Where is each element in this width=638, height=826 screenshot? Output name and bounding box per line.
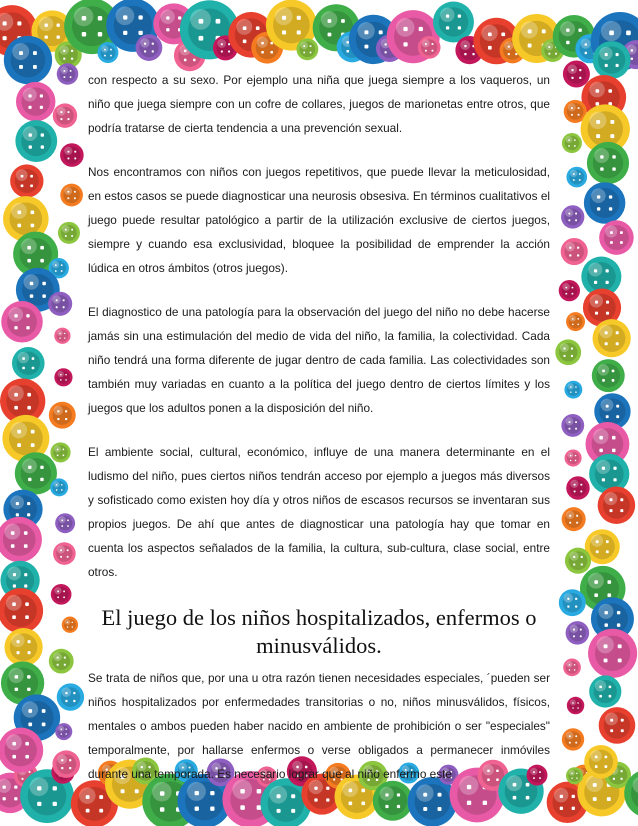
- button-icon: [60, 184, 83, 207]
- button-icon: [587, 142, 629, 184]
- button-icon: [563, 60, 590, 87]
- button-icon: [97, 42, 118, 63]
- button-icon: [49, 649, 74, 674]
- button-icon: [566, 767, 583, 784]
- button-icon: [136, 34, 163, 61]
- button-icon: [598, 486, 635, 523]
- button-icon: [599, 707, 636, 744]
- button-icon: [566, 476, 589, 499]
- document-body: [88, 68, 550, 806]
- button-icon: [593, 319, 631, 357]
- button-icon: [561, 205, 584, 228]
- button-icon: [584, 182, 625, 223]
- button-icon: [592, 359, 625, 392]
- paragraph-1: con respecto a su sexo. Por ejemplo una niña que juega siempre a los vaqueros, un niño que juega siempre con un cofre de collares, juegos de marionetas entre otros, que podría tratarse de cierta tendencia a una prevención sexual.: [88, 73, 550, 135]
- button-icon: [48, 292, 72, 316]
- button-icon: [57, 683, 84, 710]
- button-icon: [15, 120, 57, 162]
- paragraph-4: El ambiente social, cultural, económico, influye de una manera determinante en el ludismo del niño, pues ciertos niños tendrán acceso por ejemplo a juegos más diversos y sofisticado como existen hoy día y otros niños de escasos recursos se inventaran sus propios juegos. De ahí que antes de diagnosticar una patología hay que tomar en cuenta los aspectos señalados de la familia, la cultura, sub-cultura, clase social, entre otros.: [88, 445, 550, 579]
- button-icon: [566, 621, 590, 645]
- button-icon: [4, 36, 52, 84]
- button-icon: [564, 381, 582, 399]
- button-icon: [584, 745, 618, 779]
- button-icon: [567, 697, 584, 714]
- paragraph-3: El diagnostico de una patología para la observación del juego del niño no debe hacerse jamás sin una estimulación del medio de vida del niño, la familia, la colectividad. Cada niño tendrá una forma diferente de jugar dentro de cada familia. Las colectividades son también muy variadas en cuanto a la política del juego dentro de ciertos límites y los juegos que los adultos ponen a la disposición del niño.: [88, 305, 550, 415]
- button-icon: [50, 478, 68, 496]
- button-icon: [55, 513, 75, 533]
- button-icon: [566, 312, 585, 331]
- button-icon: [559, 589, 586, 616]
- button-icon: [60, 143, 84, 167]
- button-icon: [10, 164, 43, 197]
- button-icon: [49, 402, 76, 429]
- button-icon: [57, 63, 79, 85]
- button-icon: [562, 507, 586, 531]
- button-icon: [4, 628, 42, 666]
- section-heading: El juego de los niños hospitalizados, enfermos o minusválidos.: [101, 605, 537, 658]
- button-icon: [16, 82, 55, 121]
- button-icon: [562, 728, 584, 750]
- button-icon: [418, 36, 441, 59]
- button-icon: [566, 167, 587, 188]
- button-icon: [53, 103, 77, 127]
- button-icon: [555, 339, 581, 365]
- button-icon: [593, 41, 631, 79]
- button-icon: [50, 442, 70, 462]
- button-icon: [562, 133, 582, 153]
- button-icon: [559, 280, 580, 301]
- button-icon: [565, 449, 582, 466]
- button-icon: [563, 658, 581, 676]
- button-icon: [52, 750, 80, 778]
- button-icon: [296, 38, 318, 60]
- button-icon: [54, 368, 72, 386]
- button-icon: [53, 542, 76, 565]
- button-icon: [561, 414, 584, 437]
- button-icon: [565, 548, 591, 574]
- paragraph-2: Nos encontramos con niños con juegos repetitivos, que puede llevar la meticulosidad, en estos casos se puede diagnosticar una neurosis obsesiva. En términos cualitativos el juego puede resultar patológico a partir de la utilización exclusive de ciertos juegos, siempre y cuando esa exclusividad, bloquee la posibilidad de emprender la acción lúdica en otros ámbitos (otros juegos).: [88, 165, 550, 275]
- button-icon: [58, 222, 80, 244]
- button-icon: [12, 347, 45, 380]
- button-icon: [54, 328, 70, 344]
- button-icon: [62, 617, 78, 633]
- button-icon: [561, 238, 588, 265]
- button-icon: [0, 588, 43, 633]
- button-icon: [599, 220, 634, 255]
- button-icon: [0, 728, 43, 773]
- button-icon: [588, 629, 637, 678]
- paragraph-5: Se trata de niños que, por una u otra razón tienen necesidades especiales, ´pueden ser niños hospitalizados por enfermedades transitorias o no, niños minusválidos, físicos, mentales o ambos pueden haber nacido en ambiente de prohibición o ser "especiales" temporalmente, por hallarse enfermos o verse obligados a permanecer inmóviles durante una temporada. Es necesario lograr que al niño enfermo este: [88, 671, 550, 781]
- button-icon: [589, 675, 621, 707]
- button-icon: [51, 584, 72, 605]
- button-icon: [55, 723, 72, 740]
- button-icon: [1, 301, 42, 342]
